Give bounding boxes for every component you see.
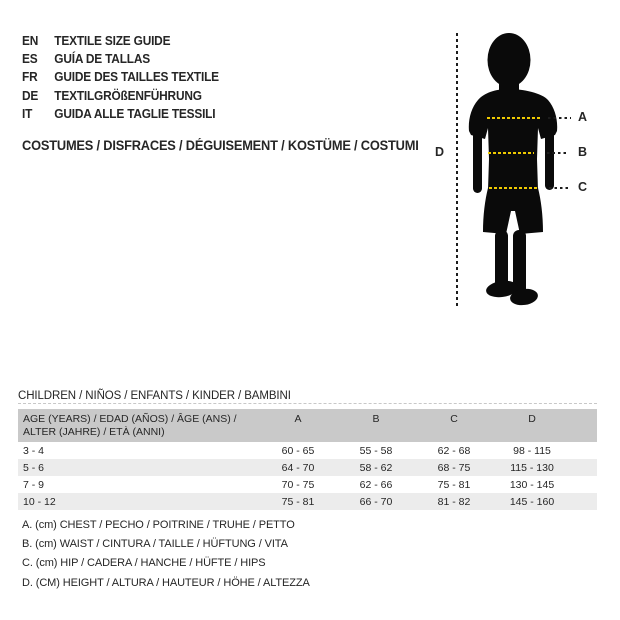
table-row <box>18 459 597 476</box>
language-guide-list <box>22 32 219 123</box>
height-cell: 115 - 130 <box>510 461 554 474</box>
language-label: GUIDA ALLE TAGLIE TESSILI <box>54 106 216 121</box>
hip-measure-line <box>489 187 539 189</box>
table-row <box>18 442 597 459</box>
measure-label-b: B <box>578 145 588 159</box>
chest-measure-line <box>487 117 541 119</box>
language-code: DE <box>22 88 39 103</box>
table-top-divider <box>18 403 597 404</box>
chest-cell: 64 - 70 <box>281 461 315 474</box>
language-code: IT <box>22 106 33 121</box>
hip-cell: 75 - 81 <box>437 478 471 491</box>
children-section-title: CHILDREN / NIÑOS / ENFANTS / KINDER / BAMBINI <box>18 390 291 402</box>
column-header-b: B <box>372 413 380 425</box>
legend-hip: C. (cm) HIP / CADERA / HANCHE / HÜFTE / HIPS <box>22 557 266 570</box>
language-label: GUÍA DE TALLAS <box>54 52 150 67</box>
measure-label-d: D <box>435 145 445 159</box>
legend-waist: B. (cm) WAIST / CINTURA / TAILLE / HÜFTUNG / VITA <box>22 538 288 551</box>
age-cell: 5 - 6 <box>23 461 45 474</box>
language-row-es <box>22 50 219 68</box>
chest-leader-line <box>548 117 571 119</box>
language-code: EN <box>22 34 39 48</box>
size-table <box>18 409 597 510</box>
language-row-it <box>22 105 219 123</box>
table-row <box>18 476 597 493</box>
age-cell: 10 - 12 <box>23 495 56 508</box>
language-label: GUIDE DES TAILLES TEXTILE <box>54 70 219 85</box>
language-row-fr <box>22 68 219 86</box>
column-header-a: A <box>294 413 302 425</box>
age-cell: 3 - 4 <box>23 444 45 457</box>
column-header-d: D <box>528 413 536 425</box>
table-row <box>18 493 597 510</box>
measure-label-c: C <box>578 180 588 194</box>
waist-cell: 66 - 70 <box>359 495 393 508</box>
column-header-c: C <box>450 413 458 425</box>
height-measure-line <box>456 33 458 306</box>
language-code: FR <box>22 70 38 85</box>
waist-cell: 62 - 66 <box>359 478 393 491</box>
waist-leader-line <box>547 152 568 154</box>
waist-cell: 58 - 62 <box>359 461 393 474</box>
language-row-en <box>22 32 219 50</box>
measure-label-a: A <box>578 110 588 124</box>
language-code: ES <box>22 52 38 67</box>
language-label: TEXTILE SIZE GUIDE <box>54 34 171 48</box>
chest-cell: 70 - 75 <box>281 478 315 491</box>
language-label: TEXTILGRÖßENFÜHRUNG <box>54 88 202 103</box>
size-table-header-row <box>18 409 597 442</box>
legend-chest: A. (cm) CHEST / PECHO / POITRINE / TRUHE / PETTO <box>22 519 295 531</box>
waist-cell: 55 - 58 <box>359 444 393 457</box>
height-cell: 130 - 145 <box>509 478 555 491</box>
height-cell: 98 - 115 <box>513 444 551 457</box>
legend-height: D. (CM) HEIGHT / ALTURA / HAUTEUR / HÖHE / ALTEZZA <box>22 576 310 589</box>
height-cell: 145 - 160 <box>509 495 555 508</box>
hip-cell: 62 - 68 <box>437 444 471 457</box>
chest-cell: 60 - 65 <box>281 444 315 457</box>
hip-leader-line <box>549 187 571 189</box>
category-title: COSTUMES / DISFRACES / DÉGUISEMENT / KOSTÜME / COSTUMI <box>22 138 419 153</box>
measurement-legend <box>22 516 310 593</box>
age-cell: 7 - 9 <box>23 478 45 491</box>
hip-cell: 81 - 82 <box>437 495 471 508</box>
hip-cell: 68 - 75 <box>437 461 471 474</box>
age-column-header: AGE (YEARS) / EDAD (AÑOS) / ÂGE (ANS) / ALTER (JAHRE) / ETÀ (ANNI) <box>23 413 237 438</box>
chest-cell: 75 - 81 <box>281 495 315 508</box>
language-row-de <box>22 87 219 105</box>
child-silhouette-icon <box>463 33 563 308</box>
waist-measure-line <box>488 152 534 154</box>
